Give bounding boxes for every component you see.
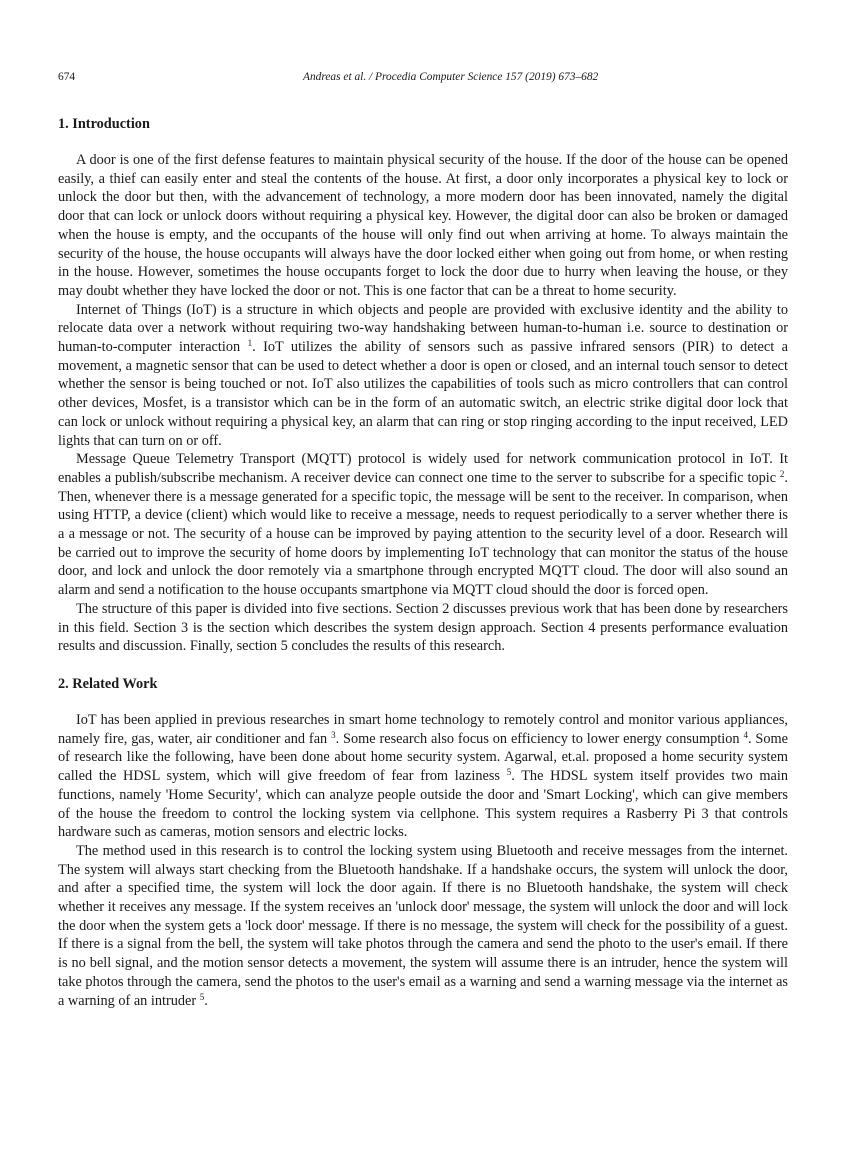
paragraph — [58, 301, 788, 451]
paragraph — [58, 151, 788, 301]
paragraph-text: . — [204, 992, 208, 1009]
citation-ref: 5 — [506, 767, 512, 778]
citation-ref: 5 — [199, 991, 205, 1002]
paragraph-text: . Some of research like the following, have been done about home security system. Agarwal, et.al. proposed a home security system called the HDSL system, which will give freedom of fear from laziness — [58, 730, 788, 785]
citation-ref: 1 — [247, 338, 253, 349]
section-body-related-work — [58, 711, 788, 1010]
section-heading-related-work: 2. Related Work — [58, 675, 158, 692]
paragraph — [58, 711, 788, 842]
citation-ref: 3 — [331, 729, 336, 740]
paragraph-text: . Some research also focus on efficiency to lower energy consumption — [335, 730, 744, 747]
running-head — [58, 68, 788, 86]
citation-ref: 2 — [779, 468, 785, 479]
section-heading-introduction: 1. Introduction — [58, 116, 150, 132]
section-body-introduction — [58, 151, 788, 656]
paragraph-text: . IoT utilizes the ability of sensors such as passive infrared sensors (PIR) to detect a movement, a magnetic sensor that can be used to detect whether a door is open or closed, and an internal touch sensor to detect whether the sensor is being touched or not. IoT also utilizes the capabilities of tools such as micro controllers that can control other devices, Mosfet, is a transistor which can be in the form of an automatic switch, an electric strike digital door lock that can lock or unlock without requiring a physical key, an alarm that can ring or stop ringing according to the input received, LED lights that can turn on or off. — [58, 339, 788, 449]
paragraph-text: A door is one of the first defense features to maintain physical security of the house. If the door of the house can be opened easily, a thief can easily enter and steal the contents of the house. At first, a door only incorporates a physical key to lock or unlock the door but then, with the advancement of technology, a more modern door has been innovated, namely the digital door that can lock or unlock doors without requiring a physical key. However, the digital door can also be broken or damaged when the house is empty, and the occupants of the house will only find out when arriving at home. To always maintain the security of the house, the house occupants will always have the door locked either when going out from home, or when resting in the house. However, sometimes the house occupants forget to lock the door due to hurry when leaving the house, or they may doubt whether they have locked the door or not. This is one factor that can be a threat to home security. — [58, 152, 788, 299]
paragraph — [58, 450, 788, 600]
paragraph-text: . The HDSL system itself provides two main functions, namely 'Home Security', which can analyze people outside the door and 'Smart Locking', which can give members of the house the freedom to control the locking system via cellphone. This system requires a Rasberry Pi 3 that controls hardware such as cameras, motion sensors and electric locks. — [58, 768, 788, 841]
paragraph-text: Message Queue Telemetry Transport (MQTT) protocol is widely used for network communication protocol in IoT. It enables a publish/subscribe mechanism. A receiver device can connect one time to the server to subscribe for a specific topic — [58, 451, 788, 486]
paragraph-text: The structure of this paper is divided into five sections. Section 2 discusses previous work that has been done by researchers in this field. Section 3 is the section which describes the system design approach. Section 4 presents performance evaluation results and discussion. Finally, section 5 concludes the results of this research. — [58, 600, 788, 655]
paragraph-text: The method used in this research is to control the locking system using Bluetooth and receive messages from the internet. The system will always start checking from the Bluetooth handshake. If a handshake occurs, the system will unlock the door, and after a specified time, the system will lock the door again. If there is no Bluetooth handshake, the system will check whether it receives any message. If the system receives an 'unlock door' message, the system will unlock the door and will lock the door when the system gets a 'lock door' message. If there is no message, the system will check for the possibility of a guest. If there is a signal from the bell, the system will take photos through the camera and send the photo to the user's email. If there is no bell signal, and the motion sensor detects a movement, the system will assume there is an intruder, hence the system will take photos through the camera, send the photos to the user's email as a warning and send a warning message via the internet as a warning of an intruder — [58, 842, 788, 1009]
journal-reference: Andreas et al. / Procedia Computer Science 157 (2019) 673–682 — [303, 71, 599, 83]
citation-ref: 4 — [743, 729, 748, 740]
paragraph — [58, 600, 788, 656]
paragraph — [58, 842, 788, 1010]
paragraph-text: Internet of Things (IoT) is a structure in which objects and people are provided with exclusive identity and the ability to relocate data over a network without requiring two-way handshaking between human-to-human i.e. source to destination or human-to-computer interaction — [58, 301, 788, 356]
paragraph-text: IoT has been applied in previous researches in smart home technology to remotely control and monitor various appliances, namely fire, gas, water, air conditioner and fan — [58, 711, 788, 747]
page-number: 674 — [58, 71, 76, 83]
paragraph-text: . Then, whenever there is a message generated for a specific topic, the message will be sent to the receiver. In comparison, when using HTTP, a device (client) which would like to receive a message, needs to request periodically to a server whether there is a a message or not. The security of a house can be improved by paying attention to the security level of a door. Research will be carried out to improve the security of home doors by implementing IoT technology that can monitor the status of the house door, and lock and unlock the door remotely via a smartphone through encrypted MQTT cloud. The door will also sound an alarm and send a notification to the house occupants smartphone via MQTT cloud should the door is forced open. — [58, 469, 788, 599]
paper-page — [58, 68, 788, 1010]
